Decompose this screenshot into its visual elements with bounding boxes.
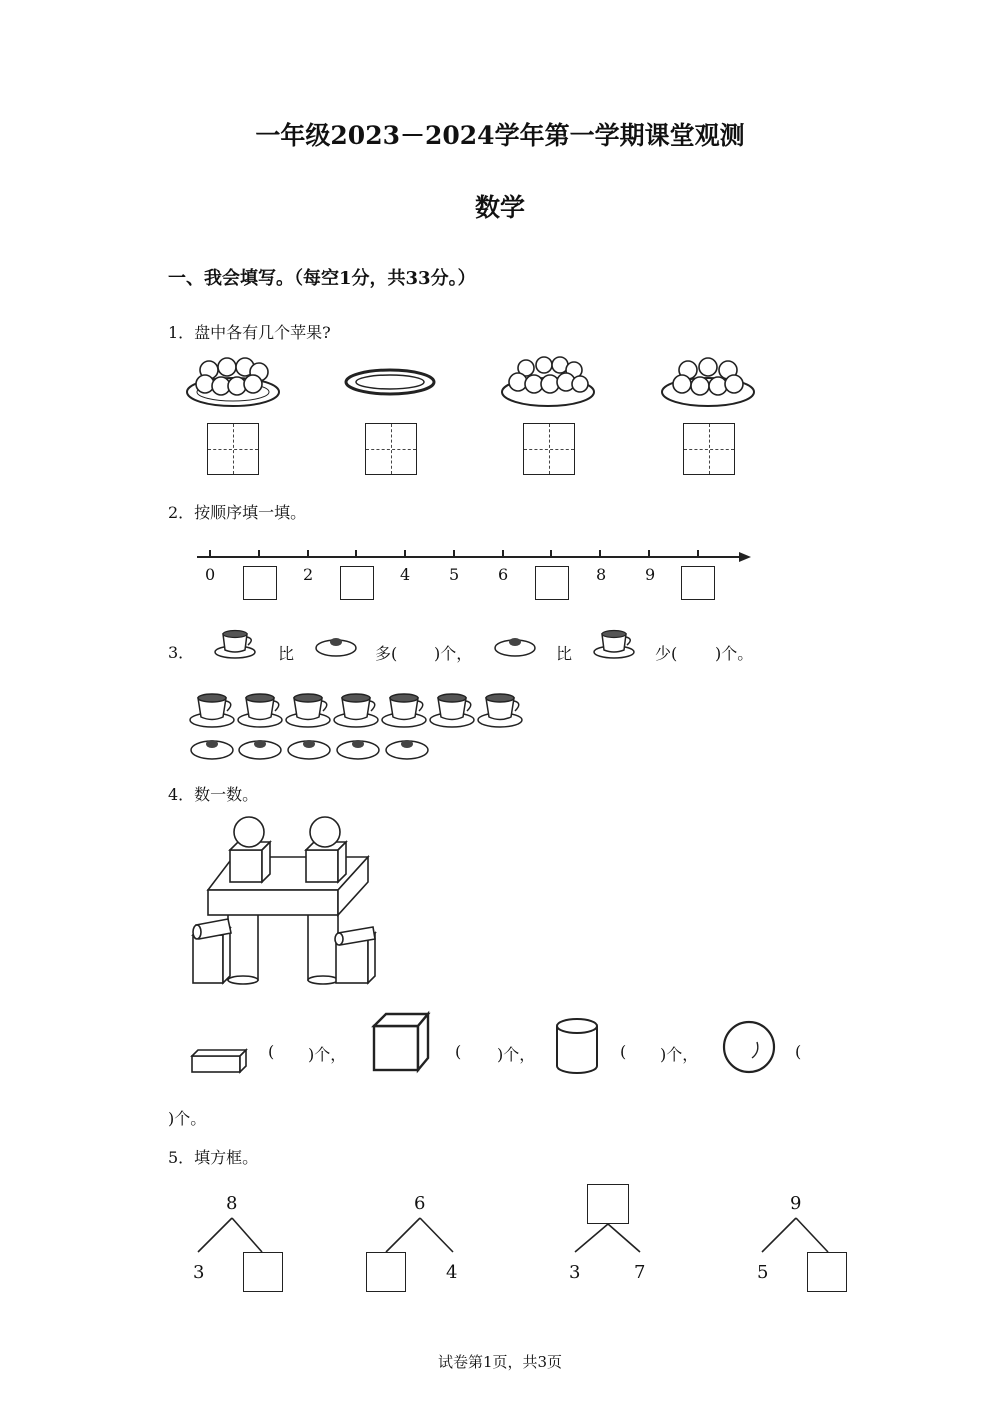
tick-label: 0 <box>205 565 216 584</box>
total-number: 9 <box>790 1193 802 1214</box>
question-2-label: 2．按顺序填一填。 <box>168 503 307 522</box>
tick-label: 6 <box>498 565 509 584</box>
question-5-label: 5．填方框。 <box>168 1148 259 1167</box>
question-3-label: 3． <box>168 643 195 662</box>
part-number: 4 <box>446 1262 458 1283</box>
page-title: 一年级2023－2024学年第一学期课堂观测 <box>255 121 745 150</box>
less-text: 少( <box>655 644 678 663</box>
compare-word: 比 <box>556 644 573 663</box>
paren-open: ( <box>455 1042 462 1061</box>
subject-title: 数学 <box>474 193 525 222</box>
question-1-label: 1．盘中各有几个苹果? <box>168 323 331 342</box>
count-suffix: )个， <box>660 1045 699 1064</box>
compare-word: 比 <box>278 644 295 663</box>
tick-label: 5 <box>449 565 460 584</box>
paren-open: ( <box>268 1042 275 1061</box>
part-number: 5 <box>757 1262 769 1283</box>
count-suffix: )个。 <box>168 1109 207 1128</box>
paren-open: ( <box>620 1042 627 1061</box>
count-suffix: )个。 <box>715 644 754 663</box>
part-number: 7 <box>634 1262 646 1283</box>
tick-label: 2 <box>303 565 314 584</box>
more-text: 多( <box>375 644 398 663</box>
answer-box[interactable] <box>587 1184 629 1224</box>
tick-label: 9 <box>645 565 656 584</box>
count-suffix: )个， <box>434 644 473 663</box>
total-number: 6 <box>414 1193 426 1214</box>
part-number: 3 <box>569 1262 581 1283</box>
answer-box[interactable] <box>807 1252 847 1292</box>
question-4-label: 4．数一数。 <box>168 785 259 804</box>
count-suffix: )个， <box>308 1045 347 1064</box>
page-footer: 试卷第1页，共3页 <box>437 1353 563 1371</box>
count-suffix: )个， <box>497 1045 536 1064</box>
total-number: 8 <box>226 1193 238 1214</box>
tick-label: 4 <box>400 565 411 584</box>
paren-open: ( <box>795 1042 802 1061</box>
tick-label: 8 <box>596 565 607 584</box>
section-heading: 一、我会填写。（每空1分，共33分。） <box>168 268 476 289</box>
part-number: 3 <box>193 1262 205 1283</box>
answer-box[interactable] <box>366 1252 406 1292</box>
answer-box[interactable] <box>243 1252 283 1292</box>
